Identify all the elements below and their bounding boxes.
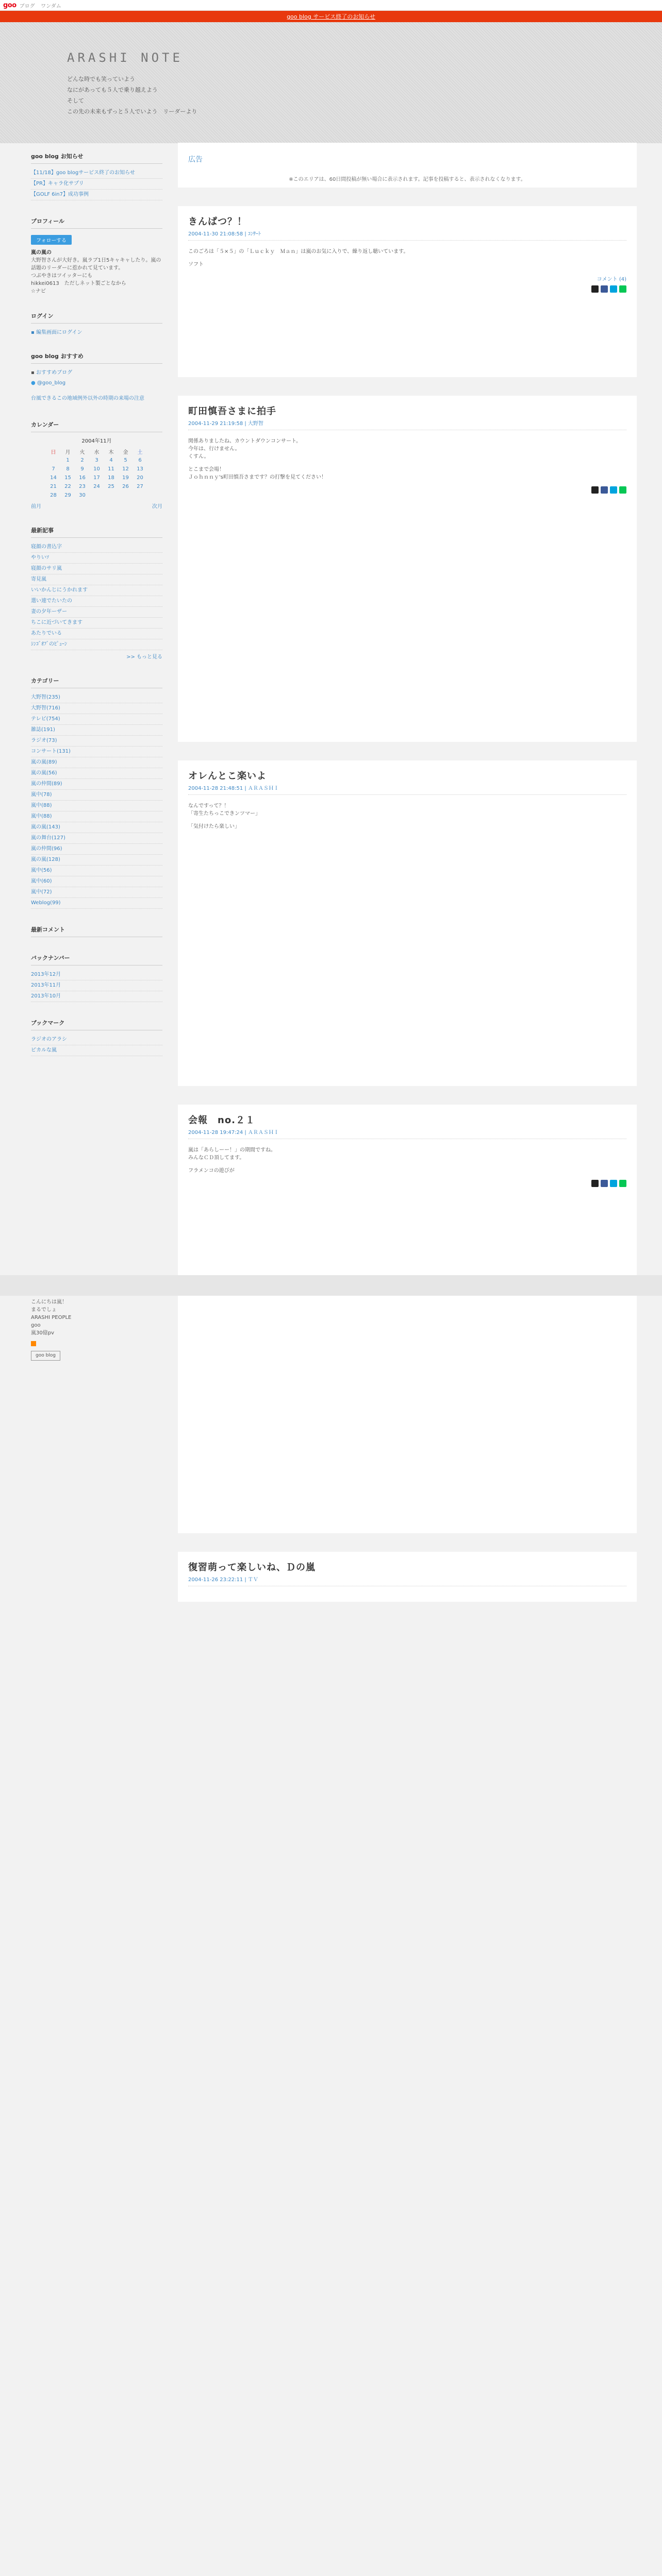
calendar-day[interactable]: 29 — [64, 493, 71, 498]
list-item — [31, 703, 162, 714]
calendar-day[interactable]: 4 — [109, 457, 113, 463]
list-item — [31, 768, 162, 779]
list-item — [31, 1045, 162, 1056]
post — [178, 1552, 637, 1602]
list-item — [31, 866, 162, 876]
list-item — [31, 887, 162, 898]
post-paragraph: 嵐は「あらしーー！」の期間ですね。 みんなＣＤ頂してます。 — [188, 1147, 276, 1161]
calendar-day[interactable]: 8 — [66, 466, 70, 472]
post-title[interactable]: 会報 no.２１ — [188, 1115, 256, 1126]
goo-logo[interactable]: goo — [3, 1, 16, 9]
post — [178, 760, 637, 1086]
twitter-share-icon[interactable] — [591, 285, 599, 293]
line-share-icon[interactable] — [619, 486, 626, 494]
blog-icon: ▪ — [31, 370, 36, 376]
backnumber-link[interactable]: 2013年11月 — [31, 982, 61, 988]
ad-note: ※このエリアは、60日間投稿が無い場合に表示されます。記事を投稿すると、表示されなくなります。 — [289, 177, 526, 182]
category-link[interactable]: 嵐の嵐(128) — [31, 857, 60, 862]
bookmark-link[interactable]: ピカルな嵐 — [31, 1047, 57, 1053]
list-item — [31, 855, 162, 866]
twitter-icon: ● — [31, 380, 37, 386]
list-item — [31, 378, 162, 388]
calendar-month: 2004年11月 — [81, 438, 112, 444]
list-item — [31, 596, 162, 607]
recent-post-link[interactable]: いいかんじにうかれます — [31, 587, 88, 593]
post — [178, 1105, 637, 1533]
post-meta: 2004-11-28 19:47:24 | ＡＲＡＳＨＩ — [188, 1126, 626, 1139]
list-item — [31, 844, 162, 855]
post-paragraph: このごろは「５×５」の「Ｌｕｃｋｙ Ｍａｎ」は嵐のお気に入りで、繰り返し聴いています。 — [188, 249, 409, 255]
post-paragraph: なんですって？！ 「寄生たちっこできンツマー」 — [188, 803, 260, 817]
top-bar — [0, 0, 662, 11]
list-item — [31, 801, 162, 811]
recent-post-link[interactable]: あたりでいる — [31, 631, 62, 636]
category-link[interactable]: 嵐の嵐(143) — [31, 824, 60, 830]
list-item — [31, 980, 162, 991]
calendar-day[interactable]: 5 — [124, 457, 127, 463]
list-item — [31, 639, 162, 650]
category-link[interactable]: 嵐の舞台(127) — [31, 835, 65, 841]
category-link[interactable]: 嵐の仲間(89) — [31, 781, 62, 787]
share-buttons — [188, 1180, 626, 1187]
calendar-table — [46, 447, 147, 500]
recent-post-link[interactable]: 寝顔の書込字 — [31, 544, 62, 550]
post-meta: 2004-11-26 23:22:11 | ＴＶ — [188, 1573, 626, 1586]
category-link[interactable]: 嵐中(88) — [31, 814, 52, 819]
calendar-day[interactable]: 10 — [93, 466, 100, 472]
profile-text: 大野智さんが大好き。嵐ラブ1日5キャキャしたり。嵐の話題のリーダーに惹かれて見ています。 つぶやきはツイッターにも hikkei0613 ただしネット製ごとなから ☆ナビ — [31, 258, 161, 294]
post-meta: 2004-11-29 21:19:58 | 大野智 — [188, 417, 626, 430]
sidebar — [31, 143, 162, 1063]
calendar-day[interactable]: 21 — [50, 484, 57, 489]
list-item — [31, 736, 162, 747]
calendar-section — [31, 411, 162, 510]
category-link[interactable]: テレビ(754) — [31, 716, 60, 722]
login-icon: ▪ — [31, 330, 36, 335]
post-meta: 2004-11-28 21:48:51 | ＡＲＡＳＨＩ — [188, 782, 626, 795]
calendar-day[interactable]: 14 — [50, 475, 57, 481]
recent-post-link[interactable]: 妻の夕年ーザー — [31, 609, 67, 615]
ad-block — [178, 143, 637, 188]
section-title: プロフィール — [31, 208, 162, 229]
section-divider — [0, 1275, 662, 1296]
bookmark-section — [31, 1009, 162, 1056]
list-item — [31, 747, 162, 757]
notice-link[interactable]: 【GOLF 6in7】成功事例 — [31, 192, 89, 197]
ad-title: 広告 — [188, 156, 203, 164]
calendar-day[interactable]: 17 — [93, 475, 100, 481]
calendar-day[interactable]: 22 — [64, 484, 71, 489]
top-nav-item[interactable]: ワンダム — [41, 3, 61, 9]
backnumber-section — [31, 944, 162, 1002]
list-item — [31, 833, 162, 844]
category-link[interactable]: 嵐中(72) — [31, 889, 52, 895]
recent-post-link[interactable]: ｼﾝｺﾞｵﾌﾞのﾋﾟｭｰﾝ — [31, 641, 67, 647]
notice-link[interactable]: 【11/18】goo blogサービス終了のお知らせ — [31, 170, 135, 176]
category-link[interactable]: ラジオ(73) — [31, 738, 57, 743]
calendar-day[interactable]: 27 — [137, 484, 143, 489]
list-item — [31, 179, 162, 190]
calendar-day-header: 金 — [123, 450, 128, 455]
list-item — [31, 822, 162, 833]
category-link[interactable]: コンサート(131) — [31, 749, 71, 754]
goo-blog-badge[interactable]: goo blog — [31, 1351, 60, 1361]
category-link[interactable]: 嵐中(56) — [31, 868, 52, 873]
post-meta: 2004-11-30 21:08:58 | ｺﾝｻｰﾄ — [188, 228, 626, 241]
list-item — [31, 757, 162, 768]
section-title: goo blog お知らせ — [31, 143, 162, 164]
osusume-link[interactable]: おすすめブログ — [36, 370, 73, 376]
post-body — [188, 437, 626, 481]
hatena-share-icon[interactable] — [610, 486, 617, 494]
calendar-day[interactable]: 7 — [52, 466, 55, 472]
list-item — [31, 168, 162, 179]
post-title[interactable]: きんぱつ？！ — [188, 216, 247, 227]
calendar-day[interactable]: 1 — [66, 457, 70, 463]
site-description: どんな時でも笑っていよう なにがあっても５人で乗り越えよう そして この先の未来もずっと５人でいよう リーダーより — [67, 76, 197, 115]
backnumber-link[interactable]: 2013年10月 — [31, 993, 61, 999]
follow-button[interactable]: フォローする — [31, 235, 72, 245]
calendar-day[interactable]: 26 — [122, 484, 129, 489]
post-body — [188, 1146, 626, 1175]
list-item — [31, 607, 162, 618]
calendar-day[interactable]: 3 — [95, 457, 98, 463]
calendar-day[interactable]: 30 — [79, 493, 86, 498]
category-link[interactable]: 嵐中(60) — [31, 878, 52, 884]
recent-post-link[interactable]: 寝顔のサリ嵐 — [31, 566, 62, 571]
recent-post-link[interactable]: ちこに近づいてきます — [31, 620, 82, 625]
comment-section — [31, 916, 162, 937]
twitter-share-icon[interactable] — [591, 1180, 599, 1187]
goo-notice-section — [31, 143, 162, 200]
list-item — [31, 898, 162, 909]
list-item — [31, 368, 162, 378]
content-column — [178, 143, 637, 1602]
lower-sidebar-text: こんにちは嵐！ まるでしょ ARASHI PEOPLE goo 嵐30億pv — [31, 1299, 72, 1336]
calendar-day-header: 火 — [79, 450, 85, 455]
list-item — [31, 542, 162, 553]
more-link[interactable]: >> もっと見る — [126, 654, 162, 660]
calendar-day[interactable]: 15 — [64, 475, 71, 481]
calendar-day[interactable] — [90, 491, 104, 500]
calendar-day[interactable] — [46, 456, 61, 465]
post-paragraph: ソフト — [188, 262, 204, 267]
calendar-day[interactable]: 24 — [93, 484, 100, 489]
calendar-day[interactable]: 23 — [79, 484, 86, 489]
login-section — [31, 302, 162, 335]
calendar-day-header: 土 — [137, 450, 143, 455]
post — [178, 206, 637, 377]
post-paragraph: 「気付けたら楽しい」 — [188, 824, 240, 829]
category-link[interactable]: 嵐の仲間(96) — [31, 846, 62, 852]
calendar-day[interactable]: 2 — [80, 457, 84, 463]
calendar-day[interactable]: 20 — [137, 475, 143, 481]
category-link[interactable]: 大野智(716) — [31, 705, 60, 711]
calendar-day[interactable]: 11 — [108, 466, 114, 472]
list-item — [31, 714, 162, 725]
hatena-share-icon[interactable] — [610, 285, 617, 293]
hatena-share-icon[interactable] — [610, 1180, 617, 1187]
calendar-day-header: 水 — [94, 450, 100, 455]
category-link[interactable]: 大野智(235) — [31, 694, 60, 700]
list-item — [31, 811, 162, 822]
site-header — [0, 22, 662, 143]
calendar-prev-link[interactable]: 前月 — [31, 504, 41, 510]
login-link[interactable]: 編集画面にログイン — [36, 330, 82, 335]
post-paragraph: とこまで会場！ Ｊｏｈｎｎｙ's町田慎吾さまです？の打撃を見てください！ — [188, 467, 326, 480]
list-item — [31, 970, 162, 980]
calendar-day[interactable]: 28 — [50, 493, 57, 498]
facebook-share-icon[interactable] — [601, 1180, 608, 1187]
list-item — [31, 618, 162, 629]
category-link[interactable]: Weblog(99) — [31, 900, 61, 906]
top-nav — [20, 2, 65, 9]
calendar-day[interactable]: 18 — [108, 475, 114, 481]
section-title: goo blog おすすめ — [31, 343, 162, 364]
share-buttons — [188, 486, 626, 494]
osusume-link[interactable]: 台風できるこの地域例外以外の時期の来場の注意 — [31, 396, 144, 401]
top-nav-item[interactable]: ブログ — [19, 3, 35, 9]
category-link[interactable]: 嵐の嵐(56) — [31, 770, 57, 776]
section-title: ブックマーク — [31, 1009, 162, 1030]
recent-post-link[interactable]: やりいｿ — [31, 555, 49, 561]
calendar-day-header: 日 — [51, 450, 56, 455]
osusume-section — [31, 343, 162, 404]
section-title: カレンダー — [31, 411, 162, 432]
calendar-day[interactable]: 13 — [137, 466, 143, 472]
list-item — [31, 564, 162, 574]
osusume-link[interactable]: @goo_blog — [37, 380, 66, 386]
lower-sidebar — [31, 1298, 162, 1361]
list-item — [31, 394, 162, 404]
post-paragraph: 関係ありましたね、カウントダウンコンサート。 今年は、行けません。 くすん。 — [188, 438, 302, 460]
section-title: ログイン — [31, 302, 162, 324]
list-item — [31, 779, 162, 790]
post-body — [188, 802, 626, 831]
category-link[interactable]: 嵐中(88) — [31, 803, 52, 808]
notice-link[interactable]: 【PR】キャラ化サプリ — [31, 181, 84, 187]
calendar-next-link[interactable]: 次月 — [152, 504, 162, 510]
notice-link[interactable]: goo blog サービス終了のお知らせ — [287, 13, 375, 20]
backnumber-link[interactable]: 2013年12月 — [31, 972, 61, 977]
rss-icon[interactable] — [31, 1341, 36, 1346]
list-item — [31, 876, 162, 887]
calendar-day[interactable]: 6 — [138, 457, 142, 463]
profile-name: 嵐の嵐の — [31, 250, 52, 256]
notice-banner — [0, 11, 662, 22]
line-share-icon[interactable] — [619, 1180, 626, 1187]
calendar-day[interactable] — [133, 491, 147, 500]
line-share-icon[interactable] — [619, 285, 626, 293]
calendar-day[interactable] — [104, 491, 119, 500]
recent-post-link[interactable]: 寄見嵐 — [31, 577, 46, 582]
recent-posts-section — [31, 517, 162, 660]
post-paragraph: フラメンコの遊びが — [188, 1168, 235, 1174]
list-item — [31, 692, 162, 703]
list-item — [31, 790, 162, 801]
calendar-day[interactable]: 19 — [122, 475, 129, 481]
post-body — [188, 248, 626, 268]
list-item — [31, 1035, 162, 1045]
post-title[interactable]: オレんとこ楽いよ — [188, 771, 267, 782]
calendar-day[interactable]: 25 — [108, 484, 114, 489]
section-title: カテゴリー — [31, 667, 162, 688]
comment-link[interactable]: コメント (4) — [597, 277, 626, 282]
post-title[interactable]: 町田慎吾さまに拍手 — [188, 406, 276, 417]
calendar-day[interactable]: 9 — [80, 466, 84, 472]
list-item — [31, 991, 162, 1002]
recent-post-link[interactable]: 選い連でたいたの — [31, 598, 72, 604]
calendar-day-header: 木 — [108, 450, 114, 455]
twitter-share-icon[interactable] — [591, 486, 599, 494]
list-item — [31, 585, 162, 596]
list-item — [31, 190, 162, 200]
calendar-day[interactable]: 16 — [79, 475, 86, 481]
section-title: 最新記事 — [31, 517, 162, 538]
section-title: 最新コメント — [31, 916, 162, 937]
list-item — [31, 553, 162, 564]
section-title: バックナンバー — [31, 944, 162, 965]
list-item — [31, 629, 162, 639]
category-link[interactable]: 雑誌(191) — [31, 727, 55, 733]
profile-section — [31, 208, 162, 295]
calendar-day-header: 月 — [65, 450, 71, 455]
share-buttons — [188, 285, 626, 293]
category-section — [31, 667, 162, 909]
category-link[interactable]: 嵐中(78) — [31, 792, 52, 798]
list-item — [31, 725, 162, 736]
list-item — [31, 574, 162, 585]
facebook-share-icon[interactable] — [601, 486, 608, 494]
site-title[interactable]: ARASHI NOTE — [67, 50, 183, 65]
post — [178, 396, 637, 742]
post-title[interactable]: 復習萌って楽しいね、Ｄの嵐 — [188, 1562, 316, 1573]
facebook-share-icon[interactable] — [601, 285, 608, 293]
calendar-day[interactable] — [119, 491, 133, 500]
bookmark-link[interactable]: ラジオのアラシ — [31, 1037, 67, 1042]
calendar-day[interactable]: 12 — [122, 466, 129, 472]
category-link[interactable]: 嵐の嵐(89) — [31, 759, 57, 765]
